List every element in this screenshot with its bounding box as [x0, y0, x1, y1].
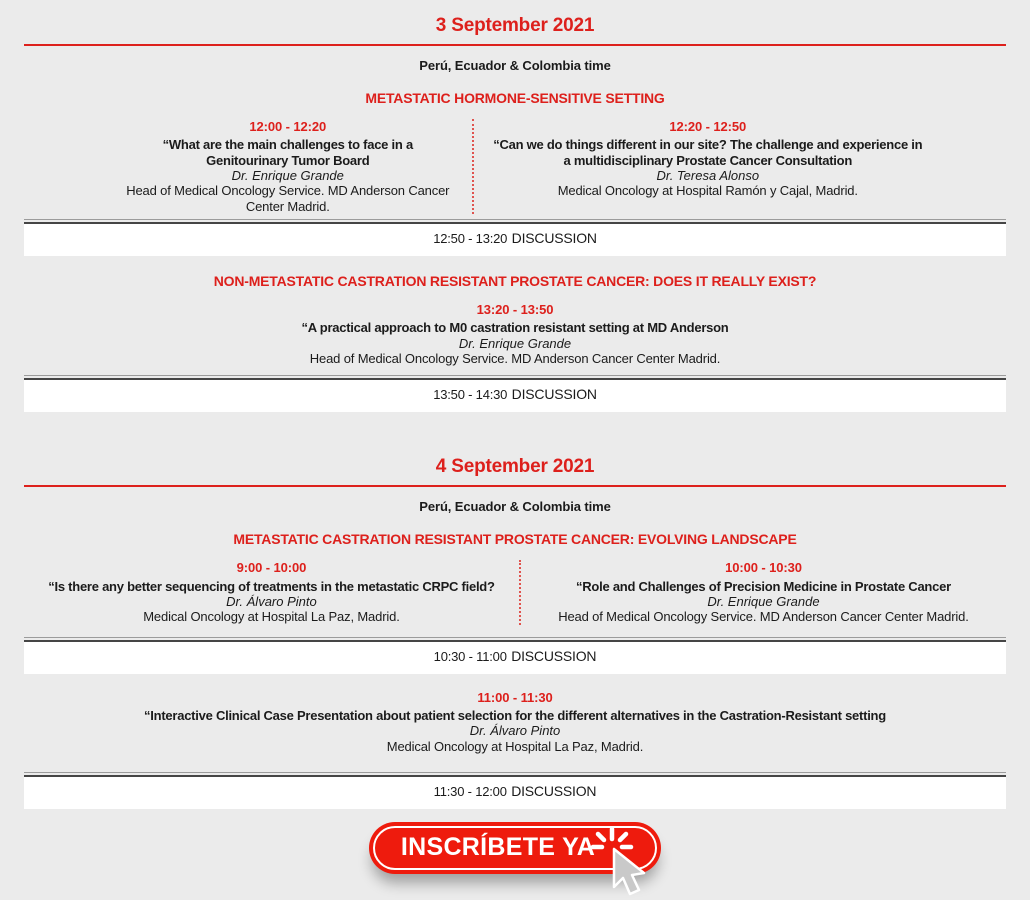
- session-cell: [24, 560, 519, 624]
- discussion-bar: [24, 637, 1006, 674]
- title-divider-rule: [24, 485, 1006, 487]
- discussion-strip: [24, 224, 1006, 256]
- timezone-note: Perú, Ecuador & Colombia time: [419, 499, 611, 515]
- discussion-time: 13:50 - 14:30: [433, 387, 508, 403]
- talk-title: “Can we do things different in our site? The challenge and experience in a multidisciplinary Prostate Cancer Consultation: [493, 137, 923, 168]
- session-cell: [24, 119, 472, 214]
- day-1-agenda: [0, 0, 1030, 412]
- talk-speaker: Dr. Enrique Grande: [707, 593, 820, 609]
- talk-title: “Role and Challenges of Precision Medicine in Prostate Cancer: [576, 578, 951, 594]
- talk-time: 13:20 - 13:50: [476, 301, 554, 317]
- discussion-rule-thin: [24, 375, 1006, 376]
- register-button-label: INSCRÍBETE YA: [400, 833, 596, 862]
- session-row: [24, 560, 1006, 624]
- section-heading-mhss: METASTATIC HORMONE-SENSITIVE SETTING: [365, 90, 665, 106]
- title-divider-rule: [24, 44, 1006, 46]
- discussion-time: 12:50 - 13:20: [433, 230, 508, 246]
- section-heading-mcrpc: METASTATIC CASTRATION RESISTANT PROSTATE CANCER: EVOLVING LANDSCAPE: [233, 531, 797, 548]
- discussion-time: 11:30 - 12:00: [433, 783, 507, 799]
- talk-speaker: Dr. Teresa Alonso: [656, 167, 760, 183]
- talk-affiliation: Medical Oncology at Hospital La Paz, Madrid.: [386, 738, 644, 754]
- talk-card: [521, 560, 1006, 624]
- talk-time: 11:00 - 11:30: [477, 689, 553, 705]
- discussion-rule-thin: [24, 772, 1006, 773]
- talk-affiliation: Head of Medical Oncology Service. MD Anderson Cancer Center Madrid.: [126, 183, 450, 214]
- discussion-label: DISCUSSION: [511, 782, 597, 799]
- discussion-label: DISCUSSION: [511, 229, 597, 246]
- talk-speaker: Dr. Enrique Grande: [231, 167, 344, 183]
- talk-speaker: Dr. Enrique Grande: [458, 335, 572, 351]
- talk-time: 12:00 - 12:20: [249, 119, 327, 134]
- talk-card: [24, 560, 519, 624]
- talk-speaker: Dr. Álvaro Pinto: [226, 593, 317, 609]
- section-heading-nmcrpc: NON-METASTATIC CASTRATION RESISTANT PROSTATE CANCER: DOES IT REALLY EXIST?: [213, 272, 817, 289]
- discussion-strip: [24, 777, 1006, 809]
- talk-time: 9:00 - 10:00: [236, 560, 307, 576]
- discussion-time: 10:30 - 11:00: [433, 648, 507, 664]
- talk-time: 10:00 - 10:30: [725, 560, 802, 576]
- discussion-strip: [24, 642, 1006, 674]
- cta-container: [0, 822, 1030, 874]
- talk-title: “What are the main challenges to face in a Genitourinary Tumor Board: [162, 137, 413, 168]
- timezone-note: Perú, Ecuador & Colombia time: [419, 58, 611, 73]
- discussion-label: DISCUSSION: [511, 647, 597, 664]
- register-button[interactable]: [369, 822, 661, 874]
- talk-title: “Is there any better sequencing of treatments in the metastatic CRPC field?: [48, 578, 495, 594]
- day-2-agenda: [0, 412, 1030, 809]
- talk-card: [50, 302, 980, 366]
- discussion-bar: [24, 772, 1006, 809]
- talk-time: 12:20 - 12:50: [669, 119, 747, 134]
- session-cell: [472, 119, 1006, 214]
- day-1-title: 3 September 2021: [435, 15, 595, 36]
- session-row: [24, 119, 1006, 214]
- discussion-rule-thin: [24, 637, 1006, 638]
- talk-speaker: Dr. Álvaro Pinto: [469, 723, 561, 739]
- discussion-rule-thin: [24, 219, 1006, 220]
- discussion-label: DISCUSSION: [511, 386, 597, 403]
- talk-card: [50, 690, 980, 754]
- talk-title: “A practical approach to M0 castration resistant setting at MD Anderson: [301, 320, 729, 336]
- session-cell: [519, 560, 1006, 624]
- day-2-title: 4 September 2021: [435, 456, 595, 478]
- discussion-bar: [24, 375, 1006, 412]
- talk-card: [492, 119, 924, 214]
- discussion-strip: [24, 380, 1006, 412]
- talk-card: [122, 119, 454, 214]
- talk-affiliation: Head of Medical Oncology Service. MD Anderson Cancer Center Madrid.: [558, 609, 969, 625]
- talk-affiliation: Head of Medical Oncology Service. MD Anderson Cancer Center Madrid.: [309, 350, 721, 366]
- talk-affiliation: Medical Oncology at Hospital Ramón y Cajal, Madrid.: [557, 183, 858, 199]
- talk-title: “Interactive Clinical Case Presentation about patient selection for the different alternatives in the Castration-Resistant setting: [144, 707, 886, 723]
- discussion-bar: [24, 219, 1006, 256]
- talk-affiliation: Medical Oncology at Hospital La Paz, Madrid.: [143, 609, 400, 625]
